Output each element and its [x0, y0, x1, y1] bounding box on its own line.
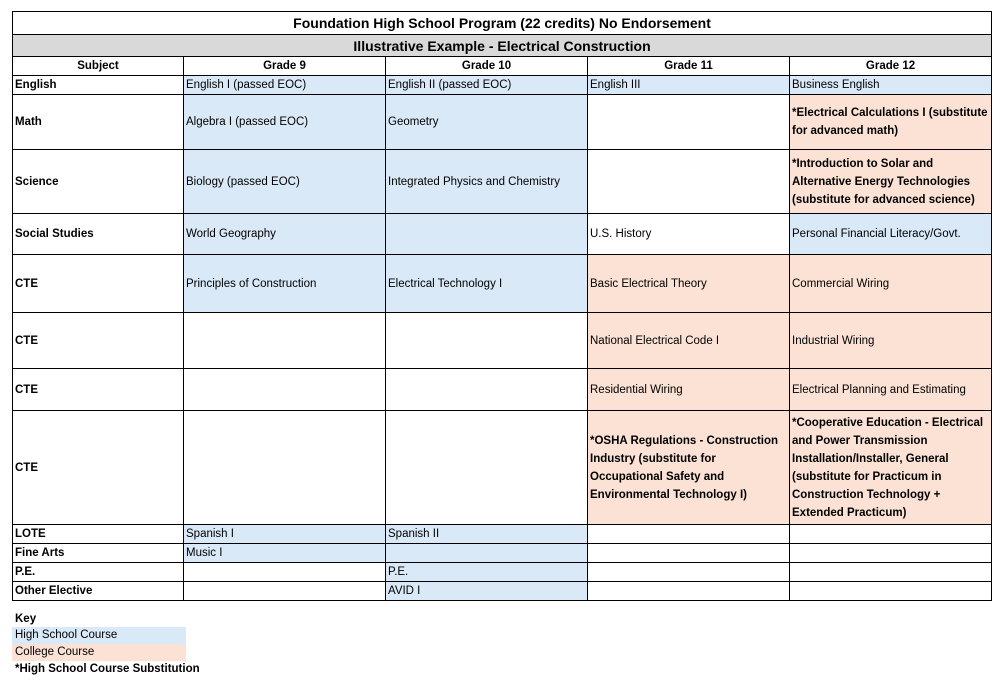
course-cell: Residential Wiring [588, 369, 790, 411]
course-cell: Industrial Wiring [790, 313, 992, 369]
course-cell: Algebra I (passed EOC) [184, 95, 386, 150]
course-cell: Music I [184, 544, 386, 563]
table-row [13, 563, 992, 582]
course-cell [386, 369, 588, 411]
course-cell [184, 313, 386, 369]
legend [12, 611, 212, 678]
table-row [13, 214, 992, 255]
course-cell: U.S. History [588, 214, 790, 255]
table-title: Foundation High School Program (22 credits) No Endorsement [13, 12, 992, 35]
legend-substitution-note: *High School Course Substitution [15, 663, 200, 675]
table-row [13, 313, 992, 369]
subject-cell: P.E. [13, 563, 184, 582]
course-cell: P.E. [386, 563, 588, 582]
table-row [13, 76, 992, 95]
course-cell [184, 369, 386, 411]
course-cell: Business English [790, 76, 992, 95]
subject-cell: Math [13, 95, 184, 150]
legend-title: Key [15, 613, 37, 625]
course-cell [184, 411, 386, 525]
course-cell [790, 525, 992, 544]
course-cell [588, 525, 790, 544]
subject-cell: Science [13, 150, 184, 214]
course-cell [184, 563, 386, 582]
subject-cell: Social Studies [13, 214, 184, 255]
header-subject: Subject [13, 57, 184, 76]
course-cell: English I (passed EOC) [184, 76, 386, 95]
course-cell [790, 544, 992, 563]
subject-cell: CTE [13, 255, 184, 313]
header-row [13, 57, 992, 76]
legend-college: College Course [12, 644, 186, 661]
course-cell: Commercial Wiring [790, 255, 992, 313]
course-cell: *OSHA Regulations - Construction Industry (substitute for Occupational Safety and Environmental Technology I) [588, 411, 790, 525]
table-row [13, 150, 992, 214]
course-cell [588, 150, 790, 214]
table-row [13, 582, 992, 601]
table-row [13, 544, 992, 563]
course-cell: Spanish II [386, 525, 588, 544]
course-cell: Electrical Technology I [386, 255, 588, 313]
course-cell [588, 544, 790, 563]
course-cell [386, 411, 588, 525]
course-cell [386, 313, 588, 369]
course-cell [588, 563, 790, 582]
course-cell: Electrical Planning and Estimating [790, 369, 992, 411]
subject-cell: English [13, 76, 184, 95]
course-cell [386, 544, 588, 563]
legend-high-school: High School Course [12, 627, 186, 644]
table-row [13, 411, 992, 525]
course-cell: *Electrical Calculations I (substitute for advanced math) [790, 95, 992, 150]
course-cell: English II (passed EOC) [386, 76, 588, 95]
course-cell: World Geography [184, 214, 386, 255]
course-cell [790, 563, 992, 582]
table-row [13, 255, 992, 313]
course-cell: Basic Electrical Theory [588, 255, 790, 313]
course-cell [386, 214, 588, 255]
course-cell: English III [588, 76, 790, 95]
subject-cell: CTE [13, 411, 184, 525]
header-grade-12: Grade 12 [790, 57, 992, 76]
course-cell: Spanish I [184, 525, 386, 544]
subject-cell: CTE [13, 369, 184, 411]
course-cell: *Cooperative Education - Electrical and Power Transmission Installation/Installer, General (substitute for Practicum in Construction Technology + Extended Practicum) [790, 411, 992, 525]
table-row [13, 95, 992, 150]
course-cell: Principles of Construction [184, 255, 386, 313]
header-grade-10: Grade 10 [386, 57, 588, 76]
course-cell: Geometry [386, 95, 588, 150]
course-cell: National Electrical Code I [588, 313, 790, 369]
course-cell [588, 582, 790, 601]
course-cell [184, 582, 386, 601]
course-plan-table [12, 11, 992, 601]
subject-cell: Fine Arts [13, 544, 184, 563]
table-row [13, 369, 992, 411]
course-cell: Integrated Physics and Chemistry [386, 150, 588, 214]
course-cell: AVID I [386, 582, 588, 601]
header-grade-11: Grade 11 [588, 57, 790, 76]
course-cell: Personal Financial Literacy/Govt. [790, 214, 992, 255]
course-cell: *Introduction to Solar and Alternative Energy Technologies (substitute for advanced science) [790, 150, 992, 214]
header-grade-9: Grade 9 [184, 57, 386, 76]
table-row [13, 525, 992, 544]
table-subtitle: Illustrative Example - Electrical Construction [13, 35, 992, 57]
subject-cell: CTE [13, 313, 184, 369]
course-cell: Biology (passed EOC) [184, 150, 386, 214]
course-cell [588, 95, 790, 150]
course-cell [790, 582, 992, 601]
subject-cell: Other Elective [13, 582, 184, 601]
subject-cell: LOTE [13, 525, 184, 544]
